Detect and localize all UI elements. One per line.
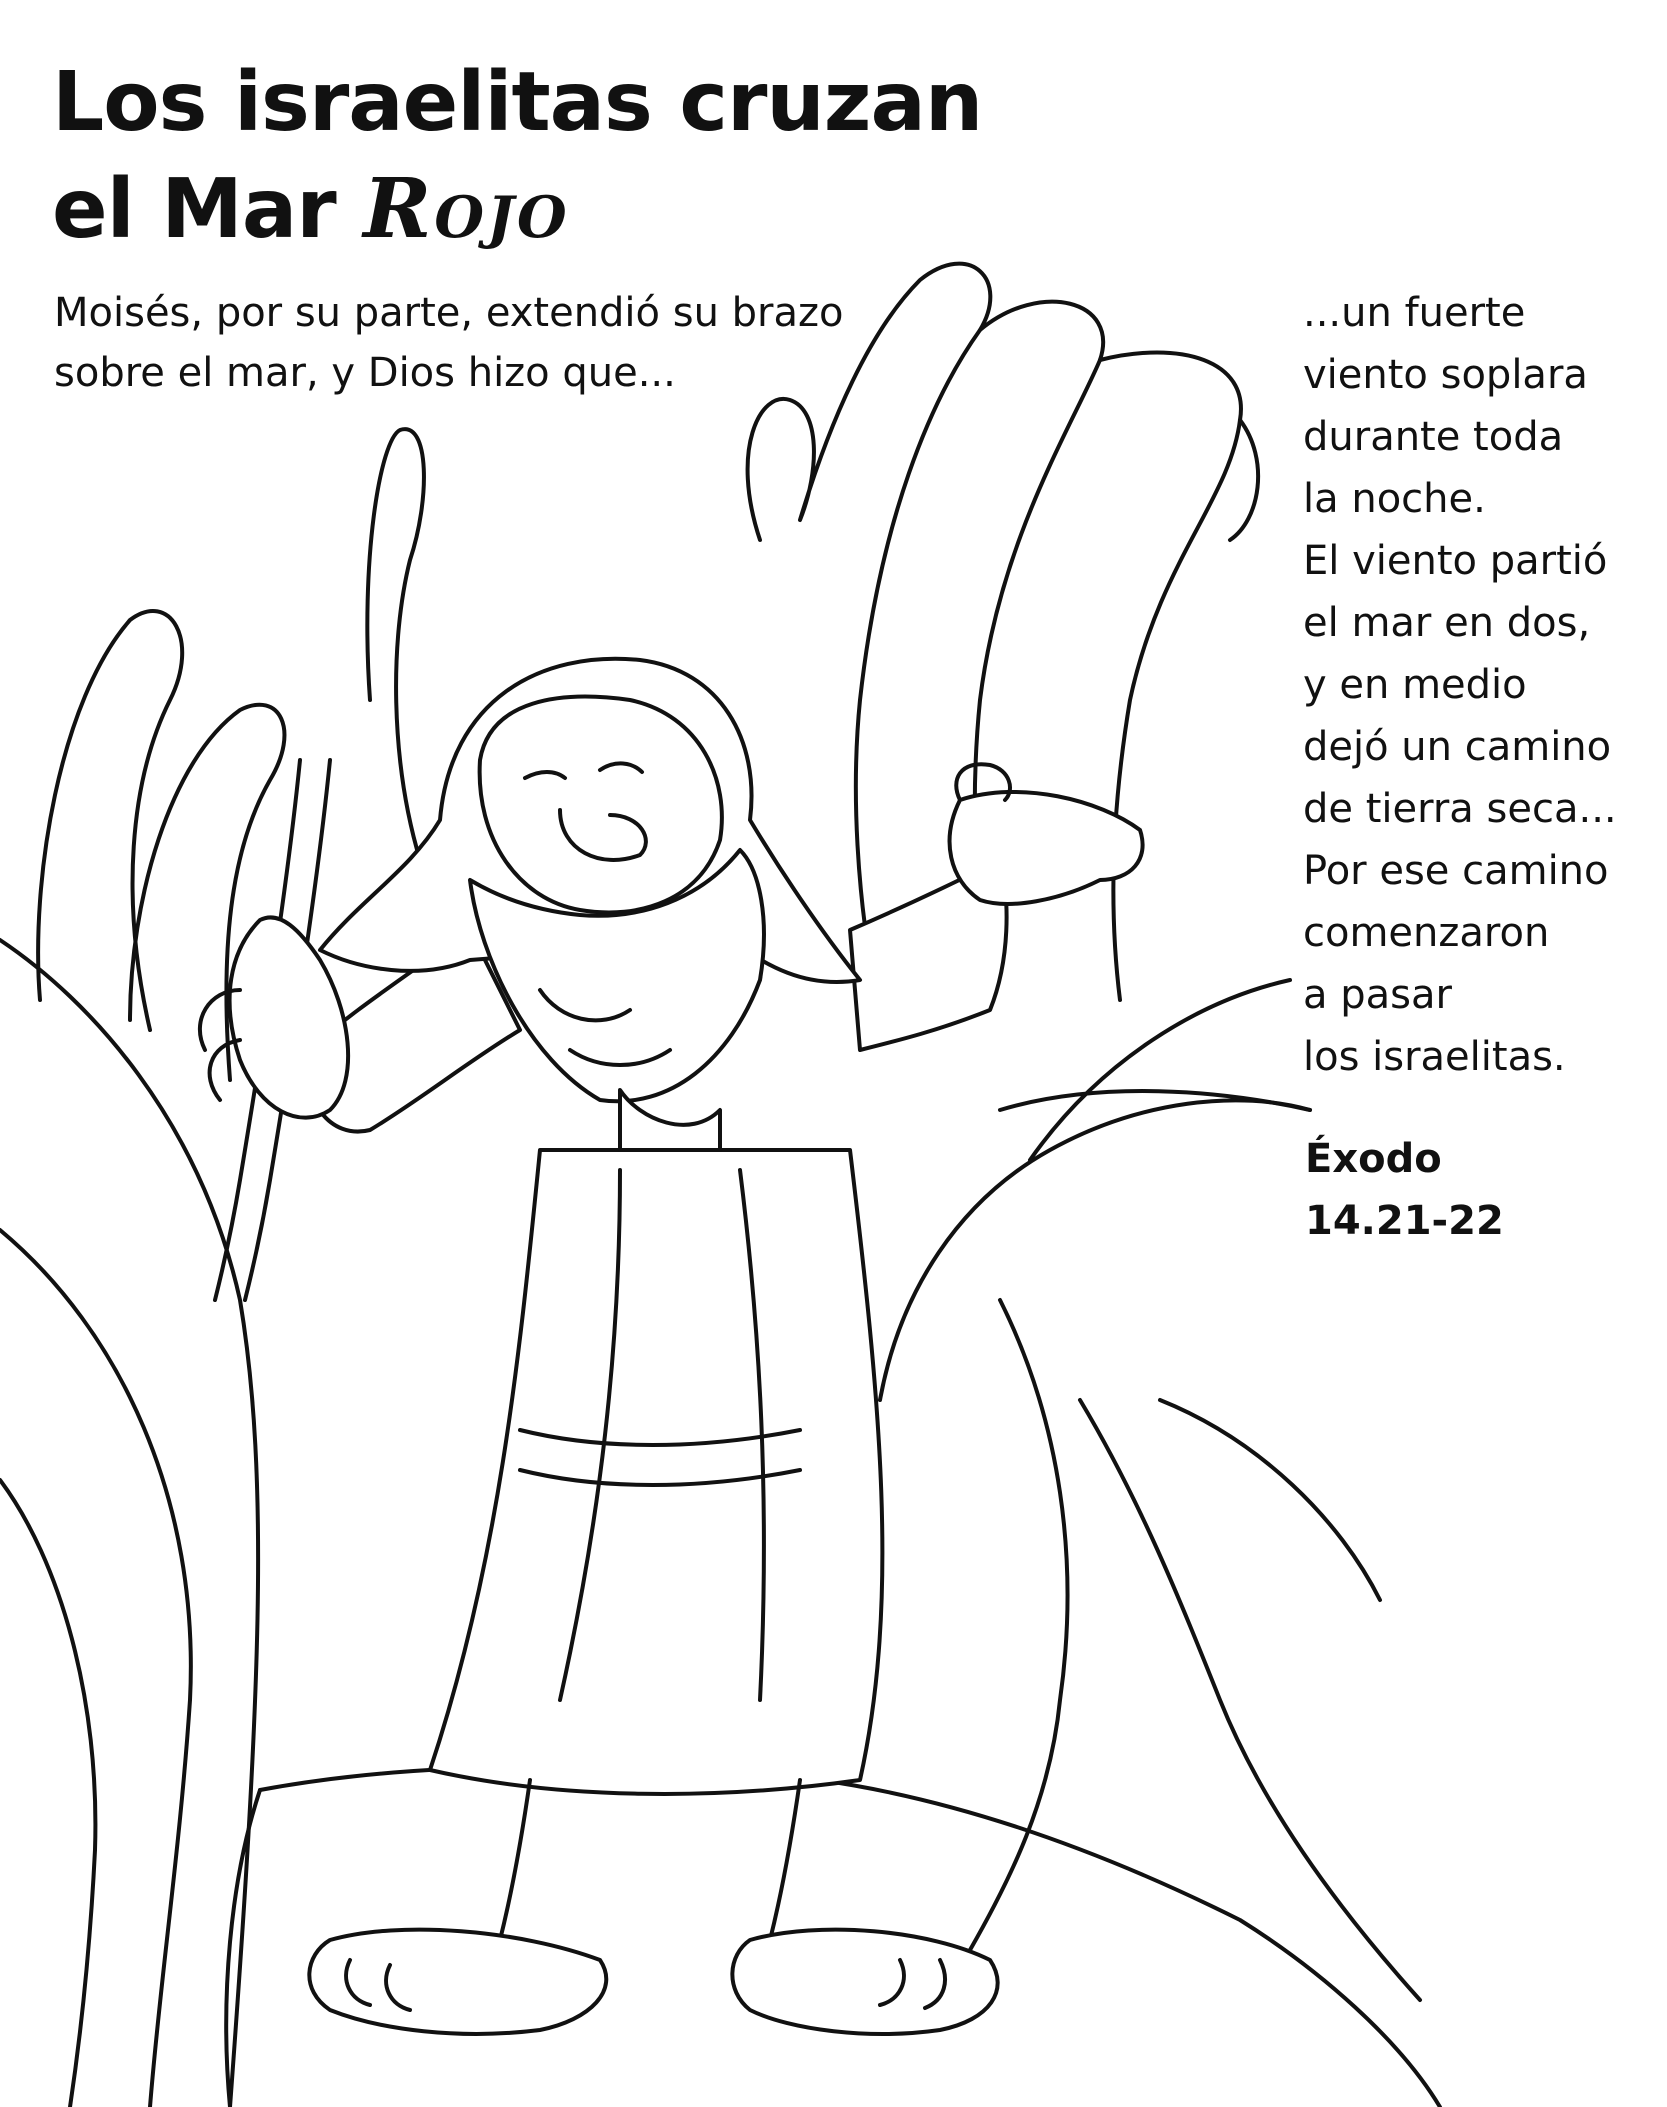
- title-line-2: [52, 156, 982, 263]
- wave-back-5: [1230, 420, 1258, 540]
- side-text-line: comenzaron: [1303, 910, 1550, 956]
- page-title: [52, 50, 982, 263]
- wave-left-outer: [0, 940, 258, 2107]
- side-text-line: El viento partió: [1303, 538, 1608, 584]
- intro-line: sobre el mar, y Dios hizo que...: [54, 350, 676, 396]
- wave-right-3: [1080, 1400, 1420, 2000]
- wave-right-5: [1160, 1400, 1380, 1600]
- left-sandal: [309, 1930, 606, 2034]
- intro-line: Moisés, por su parte, extendió su brazo: [54, 290, 844, 336]
- title-line-2-prefix: el Mar: [52, 162, 336, 257]
- side-text-line: los israelitas.: [1303, 1034, 1566, 1080]
- side-text-line: de tierra seca...: [1303, 786, 1617, 832]
- intro-text: [54, 283, 934, 403]
- wave-left-finger-1: [38, 611, 182, 1030]
- wave-left-mid: [0, 1230, 191, 2107]
- side-text-line: durante toda: [1303, 414, 1564, 460]
- right-leg: [770, 1780, 800, 1940]
- side-text-line: a pasar: [1303, 972, 1452, 1018]
- reference-book: Éxodo: [1305, 1136, 1442, 1182]
- wave-left-inner: [0, 1480, 95, 2107]
- left-leg: [500, 1780, 530, 1940]
- wave-right-1: [880, 1100, 1310, 1400]
- bible-reference: [1305, 1128, 1504, 1252]
- side-text-line: Por ese camino: [1303, 848, 1609, 894]
- side-text-line: y en medio: [1303, 662, 1527, 708]
- side-text: [1303, 282, 1663, 1088]
- side-text-line: dejó un camino: [1303, 724, 1612, 770]
- wave-back-4: [1100, 353, 1241, 1001]
- side-text-line: ...un fuerte: [1303, 290, 1526, 336]
- wind-line: [1000, 1091, 1310, 1110]
- side-text-line: viento soplara: [1303, 352, 1588, 398]
- title-emphasis-word: Rojo: [363, 161, 570, 257]
- robe: [430, 1150, 882, 1794]
- title-line-1: Los israelitas cruzan: [52, 55, 983, 150]
- wave-right-4: [970, 1300, 1068, 1950]
- side-text-line: el mar en dos,: [1303, 600, 1591, 646]
- reference-verses: 14.21-22: [1305, 1198, 1504, 1244]
- wave-right-2: [1030, 980, 1290, 1160]
- side-text-line: la noche.: [1303, 476, 1486, 522]
- right-sandal: [732, 1930, 997, 2034]
- wave-back-1: [367, 429, 424, 860]
